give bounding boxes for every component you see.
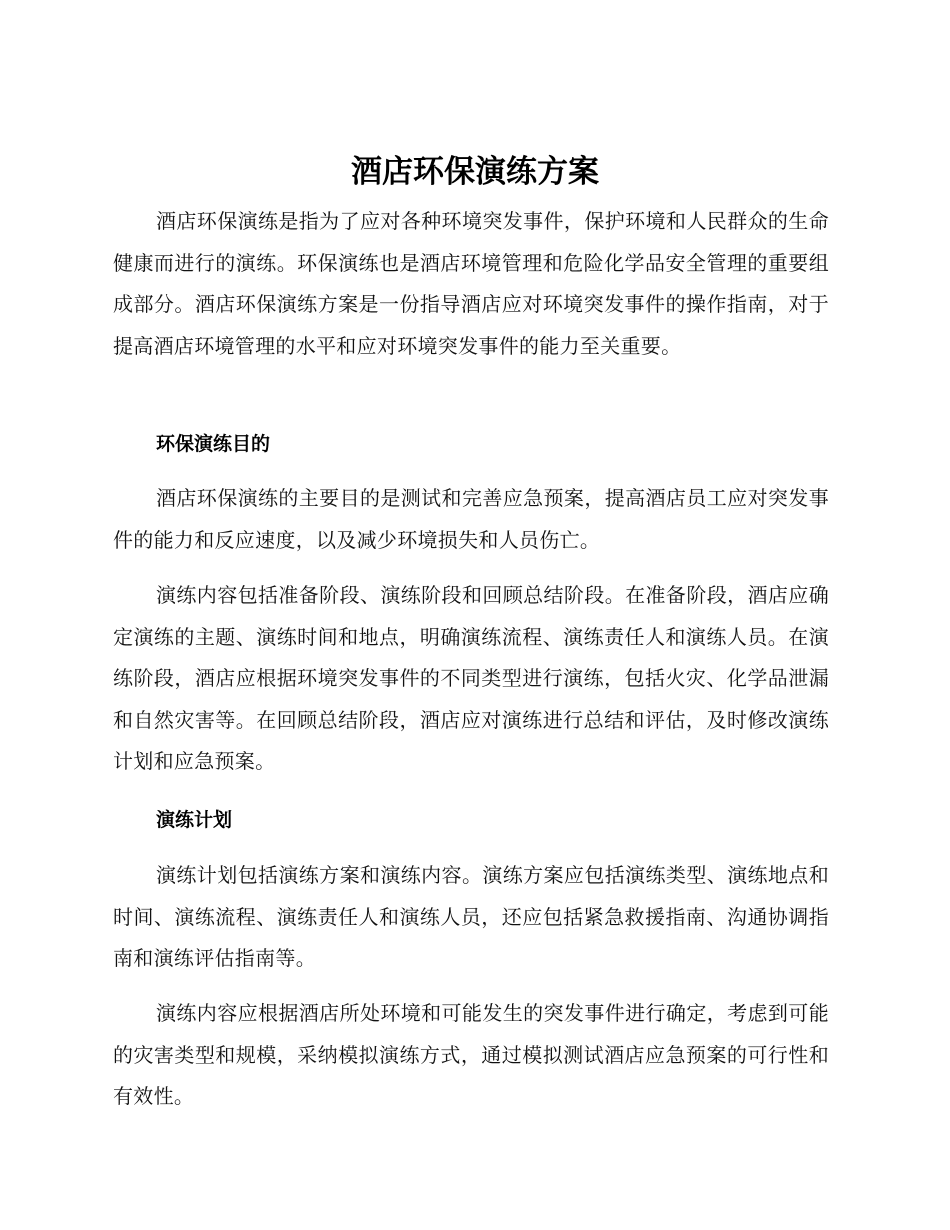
section-heading-purpose: 环保演练目的 bbox=[156, 433, 271, 455]
intro-paragraph: 酒店环保演练是指为了应对各种环境突发事件，保护环境和人民群众的生命健康而进行的演练。环保演练也是酒店环境管理和危险化学品安全管理的重要组成部分。酒店环保演练方案是一份指导酒店应对环境突发事件的操作指南，对于提高酒店环境管理的水平和应对环境突发事件的能力至关重要。 bbox=[113, 209, 829, 358]
purpose-paragraph-1: 酒店环保演练的主要目的是测试和完善应急预案，提高酒店员工应对突发事件的能力和反应速度，以及减少环境损失和人员伤亡。 bbox=[113, 486, 829, 552]
section-heading-plan: 演练计划 bbox=[156, 809, 233, 831]
document-title: 酒店环保演练方案 bbox=[351, 154, 599, 190]
plan-paragraph-2: 演练内容应根据酒店所处环境和可能发生的突发事件进行确定，考虑到可能的灾害类型和规模，采纳模拟演练方式，通过模拟测试酒店应急预案的可行性和有效性。 bbox=[113, 1001, 829, 1108]
purpose-paragraph-2: 演练内容包括准备阶段、演练阶段和回顾总结阶段。在准备阶段，酒店应确定演练的主题、演练时间和地点，明确演练流程、演练责任人和演练人员。在演练阶段，酒店应根据环境突发事件的不同类型进行演练，包括火灾、化学品泄漏和自然灾害等。在回顾总结阶段，酒店应对演练进行总结和评估，及时修改演练计划和应急预案。 bbox=[113, 583, 829, 773]
plan-paragraph-1: 演练计划包括演练方案和演练内容。演练方案应包括演练类型、演练地点和时间、演练流程、演练责任人和演练人员，还应包括紧急救援指南、沟通协调指南和演练评估指南等。 bbox=[113, 863, 829, 970]
